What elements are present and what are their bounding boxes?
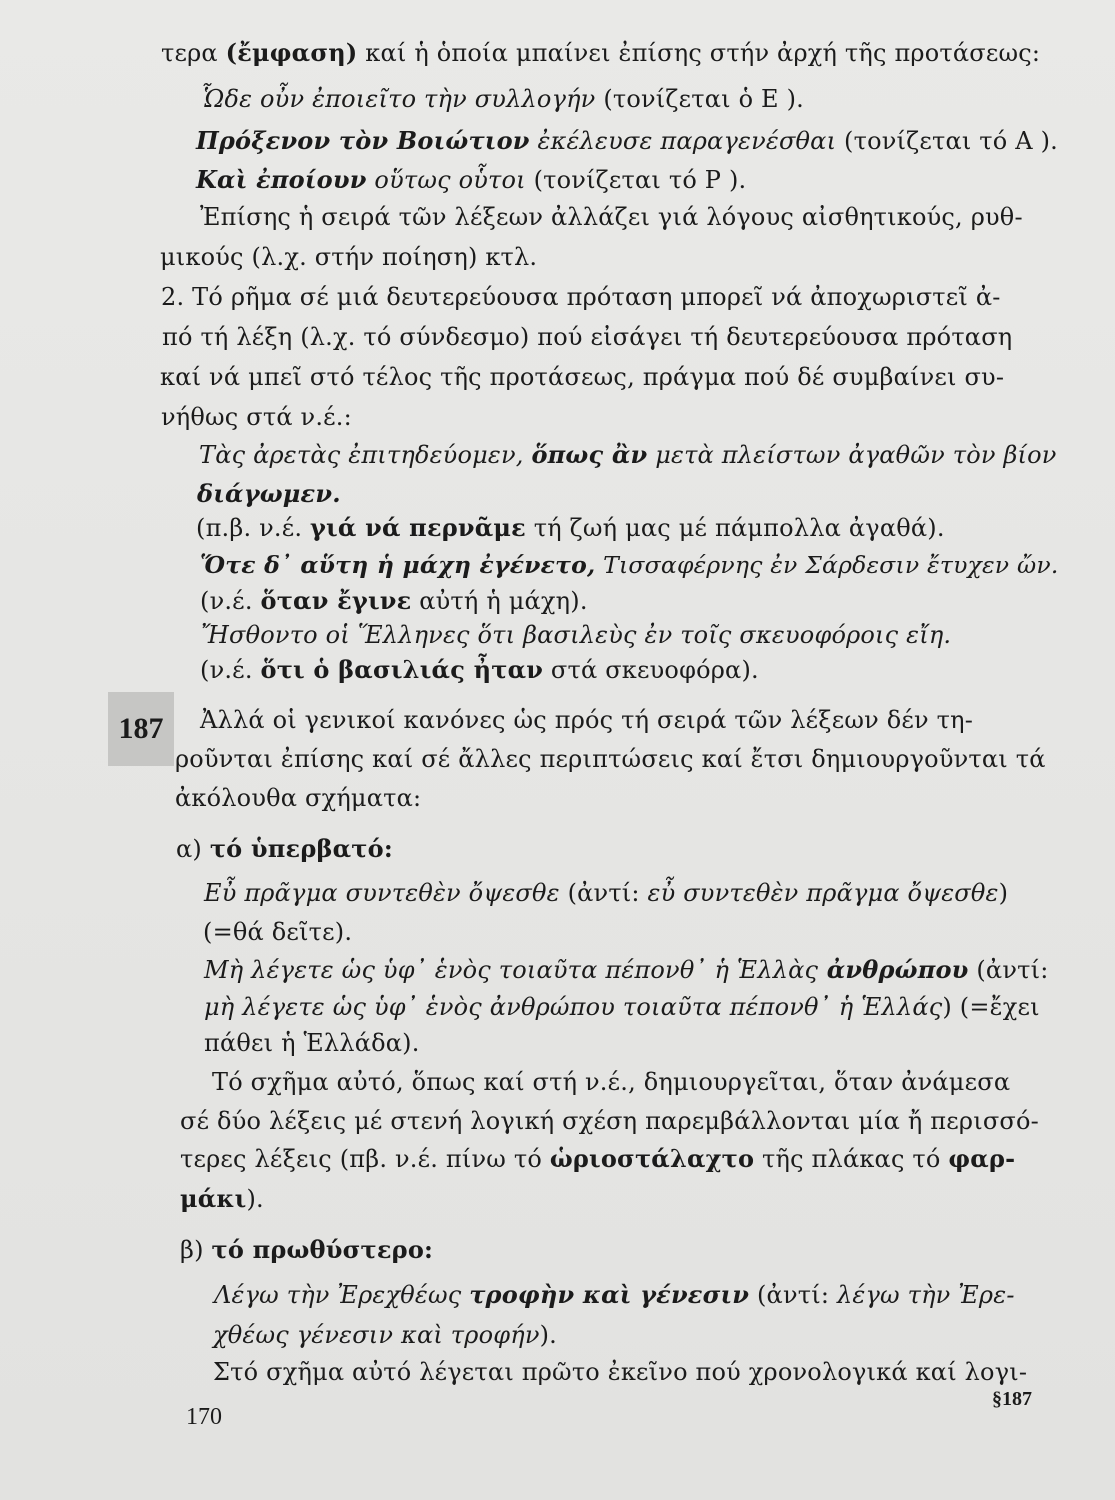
- section-number: 187: [118, 712, 164, 745]
- text-run: (τονίζεται τό Α ).: [836, 127, 1059, 155]
- text-run: τῆς πλάκας τό: [754, 1145, 949, 1173]
- text-run: (τονίζεται ὁ Ε ).: [595, 85, 804, 113]
- text-run: (ἀντί:: [559, 879, 648, 907]
- text-run: τερες λέξεις (πβ. ν.έ. πίνω τό: [180, 1145, 550, 1173]
- text-line: [160, 240, 537, 274]
- text-line: [199, 438, 1057, 472]
- text-line: [214, 1278, 1015, 1312]
- text-run: Μὴ λέγετε ὡς ὑφ᾽ ἑνὸς τοιαῦτα πέπονθ᾽ ἡ Ἑλλὰς: [204, 956, 819, 984]
- text-run: (=θά δεῖτε).: [203, 918, 353, 946]
- text-run: πό τή λέξη (λ.χ. τό σύνδεσμο) πού εἰσάγει τή δευτερεύουσα πρόταση: [162, 323, 1013, 351]
- text-run: καί ἡ ὁποία μπαίνει ἐπίσης στήν ἀρχή τῆς προτάσεως:: [357, 39, 1041, 67]
- text-run: αὐτή ἡ μάχη).: [411, 587, 588, 615]
- text-run: νήθως στά ν.έ.:: [161, 403, 352, 431]
- text-run: Εὖ πρᾶγμα συντεθὲν ὄψεσθε: [204, 879, 560, 907]
- text-run: λέγω τὴν Ἐρε-: [836, 1281, 1015, 1309]
- text-run: Ἐπίσης ἡ σειρά τῶν λέξεων ἀλλάζει γιά λόγους αἰσθητικούς, ρυθ-: [200, 203, 1023, 231]
- text-run: φαρ-: [948, 1144, 1016, 1173]
- text-line: [161, 280, 1001, 314]
- text-run: ὡριοστάλαχτο: [549, 1144, 755, 1173]
- text-run: (π.β. ν.έ.: [196, 514, 311, 542]
- text-run: ὅτι ὁ βασιλιάς ἦταν: [260, 655, 544, 684]
- text-line: [204, 876, 1008, 910]
- section-number-box: [108, 692, 174, 766]
- text-line: [201, 618, 951, 652]
- text-run: 2. Τό ρῆμα σέ μιά δευτερεύουσα πρόταση μπορεῖ νά ἀποχωριστεῖ ἀ-: [161, 283, 1001, 311]
- text-run: Ἀλλά οἱ γενικοί κανόνες ὡς πρός τή σειρά τῶν λέξεων δέν τη-: [200, 706, 974, 734]
- text-run: α): [176, 835, 210, 863]
- text-line: [213, 1318, 557, 1352]
- text-run: Ἤσθοντο οἱ Ἕλληνες ὅτι βασιλεὺς ἐν τοῖς σκευοφόροις εἴη.: [201, 621, 952, 649]
- text-line: [161, 36, 1040, 70]
- text-line: [203, 915, 352, 949]
- text-line: [180, 1233, 433, 1267]
- text-line: [196, 163, 746, 197]
- text-line: [200, 200, 1023, 234]
- text-run: Ὅτε δ᾽ αὕτη ἡ μάχη ἐγένετο,: [200, 551, 596, 579]
- text-line: [197, 477, 341, 511]
- text-line: [161, 400, 352, 434]
- text-line: [204, 953, 1049, 987]
- text-line: [180, 1182, 264, 1216]
- text-run: Λέγω τὴν Ἐρεχθέως: [214, 1281, 470, 1309]
- text-line: [200, 653, 759, 687]
- text-run: (ἔμφαση): [225, 38, 358, 67]
- text-run: καί νά μπεῖ στό τέλος τῆς προτάσεως, πράγμα πού δέ συμβαίνει συ-: [160, 363, 1005, 391]
- text-run: ἀκόλουθα σχήματα:: [175, 784, 422, 812]
- text-line: [175, 781, 421, 815]
- text-run: Τὰς ἀρετὰς ἐπιτηδεύομεν,: [199, 441, 532, 469]
- section-reference: §187: [992, 1388, 1032, 1410]
- text-run: πάθει ἡ Ἑλλάδα).: [204, 1029, 420, 1057]
- text-run: Στό σχῆμα αὐτό λέγεται πρῶτο ἐκεῖνο πού χρονολογικά καί λογι-: [213, 1358, 1028, 1386]
- text-run: (ἀντί:: [968, 956, 1049, 984]
- text-line: [180, 1142, 1015, 1176]
- text-run: εὖ συντεθὲν πρᾶγμα ὄψεσθε: [647, 879, 999, 907]
- text-run: Τισσαφέρνης ἐν Σάρδεσιν ἔτυχεν ὤν.: [595, 551, 1059, 579]
- text-run: χθέως γένεσιν καὶ τροφήν: [213, 1321, 540, 1349]
- text-run: στά σκευοφόρα).: [543, 656, 759, 684]
- page-number: 170: [186, 1404, 222, 1430]
- text-run: μάκι: [180, 1184, 247, 1213]
- text-run: ): [998, 879, 1009, 907]
- text-run: (ἀντί:: [749, 1281, 837, 1309]
- text-run: (ν.έ.: [200, 656, 261, 684]
- text-run: τή ζωή μας μέ πάμπολλα ἀγαθά).: [525, 514, 945, 542]
- text-line: [200, 703, 973, 737]
- text-line: [204, 990, 1040, 1024]
- text-line: [213, 1355, 1027, 1389]
- text-run: τό ὑπερβατό:: [209, 834, 393, 863]
- text-line: [180, 1104, 1039, 1138]
- text-run: σέ δύο λέξεις μέ στενή λογική σχέση παρεμβάλλονται μία ἤ περισσό-: [180, 1107, 1039, 1135]
- text-run: μικούς (λ.χ. στήν ποίηση) κτλ.: [160, 243, 538, 271]
- text-run: τροφὴν καὶ γένεσιν: [469, 1280, 750, 1309]
- text-run: β): [180, 1236, 212, 1264]
- text-line: [176, 832, 393, 866]
- text-run: (τονίζεται τό Ρ ).: [525, 166, 747, 194]
- text-line: [200, 584, 588, 618]
- text-run: ὅπως ἂν: [531, 440, 648, 469]
- text-run: (ν.έ.: [200, 587, 261, 615]
- text-run: Ὧδε οὖν ἐποιεῖτο τὴν συλλογήν: [201, 85, 596, 113]
- text-run: ) (=ἔχει: [942, 993, 1040, 1021]
- text-run: ἀνθρώπου: [818, 955, 969, 984]
- text-run: ροῦνται ἐπίσης καί σέ ἄλλες περιπτώσεις καί ἔτσι δημιουργοῦνται τά: [175, 745, 1046, 773]
- text-line: [212, 1065, 1010, 1099]
- text-line: [196, 511, 945, 545]
- text-run: Καὶ ἐποίουν: [196, 165, 367, 194]
- text-line: [162, 320, 1012, 354]
- text-run: μετὰ πλείστων ἀγαθῶν τὸν βίον: [647, 441, 1057, 469]
- text-run: τερα: [161, 39, 226, 67]
- text-run: τό πρωθύστερο:: [211, 1235, 434, 1264]
- text-run: ).: [246, 1185, 264, 1213]
- text-line: [204, 1026, 420, 1060]
- text-run: οὕτως οὗτοι: [366, 166, 526, 194]
- text-run: ἐκέλευσε παραγενέσθαι: [529, 127, 837, 155]
- text-run: Πρόξενον τὸν Βοιώτιον: [196, 126, 530, 155]
- text-run: Τό σχῆμα αὐτό, ὅπως καί στή ν.έ., δημιουργεῖται, ὅταν ἀνάμεσα: [212, 1068, 1011, 1096]
- text-run: ).: [539, 1321, 558, 1349]
- text-run: διάγωμεν.: [197, 479, 341, 508]
- text-line: [196, 124, 1058, 158]
- text-line: [200, 548, 1058, 582]
- text-run: ὅταν ἔγινε: [260, 586, 412, 615]
- text-line: [175, 742, 1046, 776]
- text-line: [201, 82, 804, 116]
- text-run: μὴ λέγετε ὡς ὑφ᾽ ἑνὸς ἀνθρώπου τοιαῦτα πέπονθ᾽ ἡ Ἑλλάς: [204, 993, 943, 1021]
- text-run: γιά νά περνᾶμε: [310, 513, 526, 542]
- text-line: [160, 360, 1004, 394]
